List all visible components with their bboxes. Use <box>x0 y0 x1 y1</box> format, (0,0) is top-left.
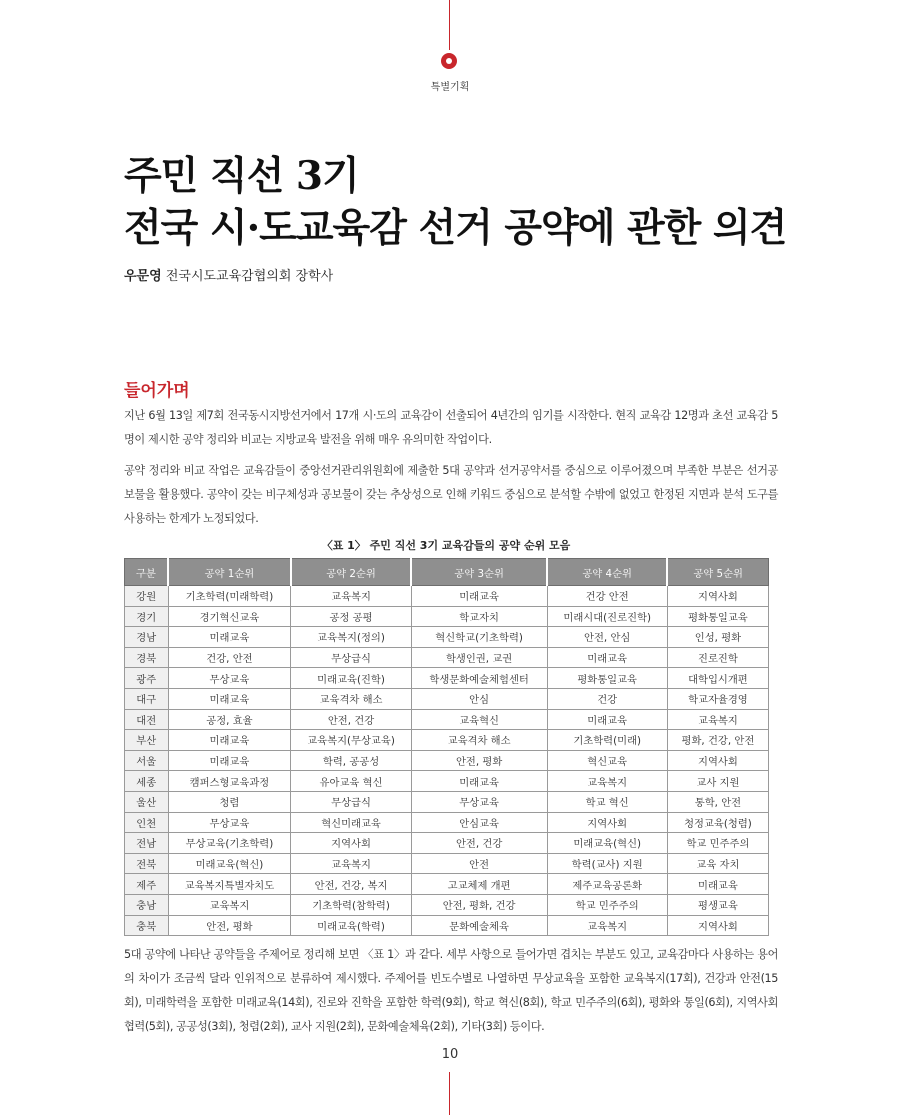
pledge-cell: 교육복지 <box>291 586 411 607</box>
pledge-cell: 교육복지 <box>291 853 411 874</box>
author-name: 우문영 <box>124 269 162 284</box>
pledge-cell: 평화통일교육 <box>547 668 667 689</box>
pledge-cell: 기초학력(미래) <box>547 730 667 751</box>
pledge-cell: 교육복지 <box>547 771 667 792</box>
pledge-cell: 학교 민주주의 <box>547 894 667 915</box>
pledge-cell: 안전, 안심 <box>547 627 667 648</box>
column-header-pledge: 공약 4순위 <box>547 559 667 586</box>
pledge-cell: 학교 혁신 <box>547 791 667 812</box>
pledge-cell: 안전, 평화, 건강 <box>411 894 547 915</box>
top-accent-line <box>449 0 450 50</box>
pledge-cell: 미래교육 <box>667 874 768 895</box>
title-line-2: 전국 시·도교육감 선거 공약에 관한 의견 <box>124 205 787 251</box>
pledge-cell: 안전, 평화 <box>168 915 291 936</box>
pledge-cell: 건강 안전 <box>547 586 667 607</box>
pledge-cell: 경기혁신교육 <box>168 606 291 627</box>
pledge-cell: 대학입시개편 <box>667 668 768 689</box>
pledge-cell: 기초학력(미래학력) <box>168 586 291 607</box>
pledge-cell: 건강 <box>547 688 667 709</box>
column-header-pledge: 공약 5순위 <box>667 559 768 586</box>
pledge-cell: 청정교육(청렴) <box>667 812 768 833</box>
pledge-cell: 무상교육 <box>168 812 291 833</box>
pledge-cell: 교육 자치 <box>667 853 768 874</box>
pledge-cell: 문화예술체육 <box>411 915 547 936</box>
column-header-region: 구분 <box>125 559 169 586</box>
pledge-cell: 혁신교육 <box>547 750 667 771</box>
pledge-cell: 미래교육 <box>168 750 291 771</box>
pledge-cell: 교육복지(정의) <box>291 627 411 648</box>
pledge-cell: 평화, 건강, 안전 <box>667 730 768 751</box>
pledge-cell: 진로진학 <box>667 647 768 668</box>
pledge-cell: 미래교육 <box>411 586 547 607</box>
pledge-cell: 혁신학교(기초학력) <box>411 627 547 648</box>
table-row <box>125 668 769 689</box>
pledge-cell: 공정, 효율 <box>168 709 291 730</box>
pledge-cell: 안심교육 <box>411 812 547 833</box>
pledge-cell: 안심 <box>411 688 547 709</box>
pledge-cell: 미래교육 <box>547 709 667 730</box>
region-cell: 강원 <box>125 586 169 607</box>
pledge-cell: 교사 지원 <box>667 771 768 792</box>
pledge-cell: 지역사회 <box>291 833 411 854</box>
table-caption: 〈표 1〉 주민 직선 3기 교육감들의 공약 순위 모음 <box>321 539 571 552</box>
pledge-cell: 무상교육 <box>168 668 291 689</box>
table-row <box>125 853 769 874</box>
pledge-cell: 미래교육(진학) <box>291 668 411 689</box>
paragraph-intro: 지난 6월 13일 제7회 전국동시지방선거에서 17개 시·도의 교육감이 선출되어 4년간의 임기를 시작한다. 현직 교육감 12명과 초선 교육감 5명이 제시한 공약 정리와 비교는 지방교육 발전을 위해 매우 유의미한 작업이다. <box>124 409 778 446</box>
table-row <box>125 586 769 607</box>
pledge-cell: 미래교육 <box>168 627 291 648</box>
pledge-cell: 무상교육 <box>411 791 547 812</box>
pledge-ranking-table <box>124 558 769 936</box>
section-category: 특별기획 <box>430 82 470 93</box>
pledge-cell: 혁신미래교육 <box>291 812 411 833</box>
pledge-cell: 교육복지특별자치도 <box>168 874 291 895</box>
pledge-cell: 교육혁신 <box>411 709 547 730</box>
author-line <box>124 265 333 284</box>
article-title <box>124 150 824 254</box>
pledge-cell: 안전, 평화 <box>411 750 547 771</box>
pledge-cell: 학생문화예술체험센터 <box>411 668 547 689</box>
region-cell: 부산 <box>125 730 169 751</box>
region-cell: 충남 <box>125 894 169 915</box>
region-cell: 전북 <box>125 853 169 874</box>
pledge-cell: 학력, 공공성 <box>291 750 411 771</box>
table-row <box>125 771 769 792</box>
pledge-cell: 학교자율경영 <box>667 688 768 709</box>
pledge-cell: 공정 공평 <box>291 606 411 627</box>
title-line-1: 주민 직선 3기 <box>124 153 359 199</box>
region-cell: 경기 <box>125 606 169 627</box>
pledge-cell: 지역사회 <box>667 586 768 607</box>
region-cell: 경북 <box>125 647 169 668</box>
table-row <box>125 833 769 854</box>
region-cell: 전남 <box>125 833 169 854</box>
bottom-accent-line <box>449 1072 450 1115</box>
pledge-cell: 안전, 건강, 복지 <box>291 874 411 895</box>
pledge-cell: 미래교육 <box>168 688 291 709</box>
pledge-cell: 무상급식 <box>291 791 411 812</box>
pledge-cell: 무상교육(기초학력) <box>168 833 291 854</box>
table-row <box>125 915 769 936</box>
region-cell: 울산 <box>125 791 169 812</box>
column-header-pledge: 공약 1순위 <box>168 559 291 586</box>
pledge-cell: 안전, 건강 <box>411 833 547 854</box>
pledge-cell: 학생인권, 교권 <box>411 647 547 668</box>
author-affiliation: 전국시도교육감협의회 장학사 <box>165 269 334 284</box>
pledge-cell: 지역사회 <box>667 750 768 771</box>
page-number: 10 <box>441 1047 459 1062</box>
table-row <box>125 750 769 771</box>
region-cell: 경남 <box>125 627 169 648</box>
region-cell: 대전 <box>125 709 169 730</box>
pledge-cell: 제주교육공론화 <box>547 874 667 895</box>
pledge-cell: 미래시대(진로진학) <box>547 606 667 627</box>
pledge-cell: 교육격차 해소 <box>411 730 547 751</box>
table-header-row <box>125 559 769 586</box>
region-cell: 광주 <box>125 668 169 689</box>
pledge-cell: 지역사회 <box>547 812 667 833</box>
paragraph-summary: 5대 공약에 나타난 공약들을 주제어로 정리해 보면 〈표 1〉과 같다. 세부 사항으로 들어가면 겹치는 부분도 있고, 교육감마다 사용하는 용어의 차이가 조금씩 달라 인위적으로 분류하여 제시했다. 주제어를 빈도수별로 나열하면 무상교육을 포함한 교육복지(17회), 건강과 안전(15회), 미래학력을 포함한 미래교육(14회), 진로와 진학을 포함한 학력(9회), 학교 혁신(8회), 학교 민주주의(6회), 평화와 통일(6회), 지역사회 협력(5회), 공공성(3회), 청렴(2회), 교사 지원(2회), 문화예술체육(2회), 기타(3회) 등이다. <box>124 948 778 1033</box>
pledge-cell: 교육복지 <box>667 709 768 730</box>
pledge-cell: 인성, 평화 <box>667 627 768 648</box>
pledge-cell: 평생교육 <box>667 894 768 915</box>
table-row <box>125 791 769 812</box>
pledge-cell: 학력(교사) 지원 <box>547 853 667 874</box>
pledge-cell: 청렴 <box>168 791 291 812</box>
region-cell: 충북 <box>125 915 169 936</box>
pledge-cell: 학교 민주주의 <box>667 833 768 854</box>
pledge-cell: 유아교육 혁신 <box>291 771 411 792</box>
pledge-cell: 안전, 건강 <box>291 709 411 730</box>
region-cell: 제주 <box>125 874 169 895</box>
pledge-cell: 평화통일교육 <box>667 606 768 627</box>
pledge-cell: 미래교육 <box>411 771 547 792</box>
table-row <box>125 709 769 730</box>
paragraph-method: 공약 정리와 비교 작업은 교육감들이 중앙선거관리위원회에 제출한 5대 공약과 선거공약서를 중심으로 이루어졌으며 부족한 부분은 선거공보물을 활용했다. 공약이 갖는 비구체성과 공보물이 갖는 추상성으로 인해 키워드 중심으로 분석할 수밖에 없었고 한정된 지면과 분석 도구를 사용하는 한계가 노정되었다. <box>124 464 778 525</box>
pledge-cell: 교육복지 <box>168 894 291 915</box>
pledge-cell: 교육복지(무상교육) <box>291 730 411 751</box>
pledge-cell: 학교자치 <box>411 606 547 627</box>
region-cell: 대구 <box>125 688 169 709</box>
region-cell: 서울 <box>125 750 169 771</box>
table-row <box>125 812 769 833</box>
table-row <box>125 874 769 895</box>
pledge-cell: 통학, 안전 <box>667 791 768 812</box>
table-row <box>125 606 769 627</box>
region-cell: 인천 <box>125 812 169 833</box>
pledge-cell: 무상급식 <box>291 647 411 668</box>
table-row <box>125 730 769 751</box>
pledge-cell: 미래교육 <box>168 730 291 751</box>
region-cell: 세종 <box>125 771 169 792</box>
pledge-cell: 미래교육(혁신) <box>168 853 291 874</box>
pledge-cell: 미래교육(혁신) <box>547 833 667 854</box>
pledge-cell: 안전 <box>411 853 547 874</box>
column-header-pledge: 공약 2순위 <box>291 559 411 586</box>
pledge-cell: 고교체제 개편 <box>411 874 547 895</box>
pledge-cell: 지역사회 <box>667 915 768 936</box>
pledge-cell: 건강, 안전 <box>168 647 291 668</box>
pledge-cell: 미래교육(학력) <box>291 915 411 936</box>
table-row <box>125 627 769 648</box>
table-row <box>125 688 769 709</box>
pledge-cell: 기초학력(참학력) <box>291 894 411 915</box>
circle-marker-icon <box>441 53 457 69</box>
pledge-cell: 교육복지 <box>547 915 667 936</box>
pledge-cell: 캠퍼스형교육과정 <box>168 771 291 792</box>
table-row <box>125 647 769 668</box>
table-row <box>125 894 769 915</box>
pledge-cell: 교육격차 해소 <box>291 688 411 709</box>
pledge-cell: 미래교육 <box>547 647 667 668</box>
column-header-pledge: 공약 3순위 <box>411 559 547 586</box>
section-heading: 들어가며 <box>124 381 190 401</box>
